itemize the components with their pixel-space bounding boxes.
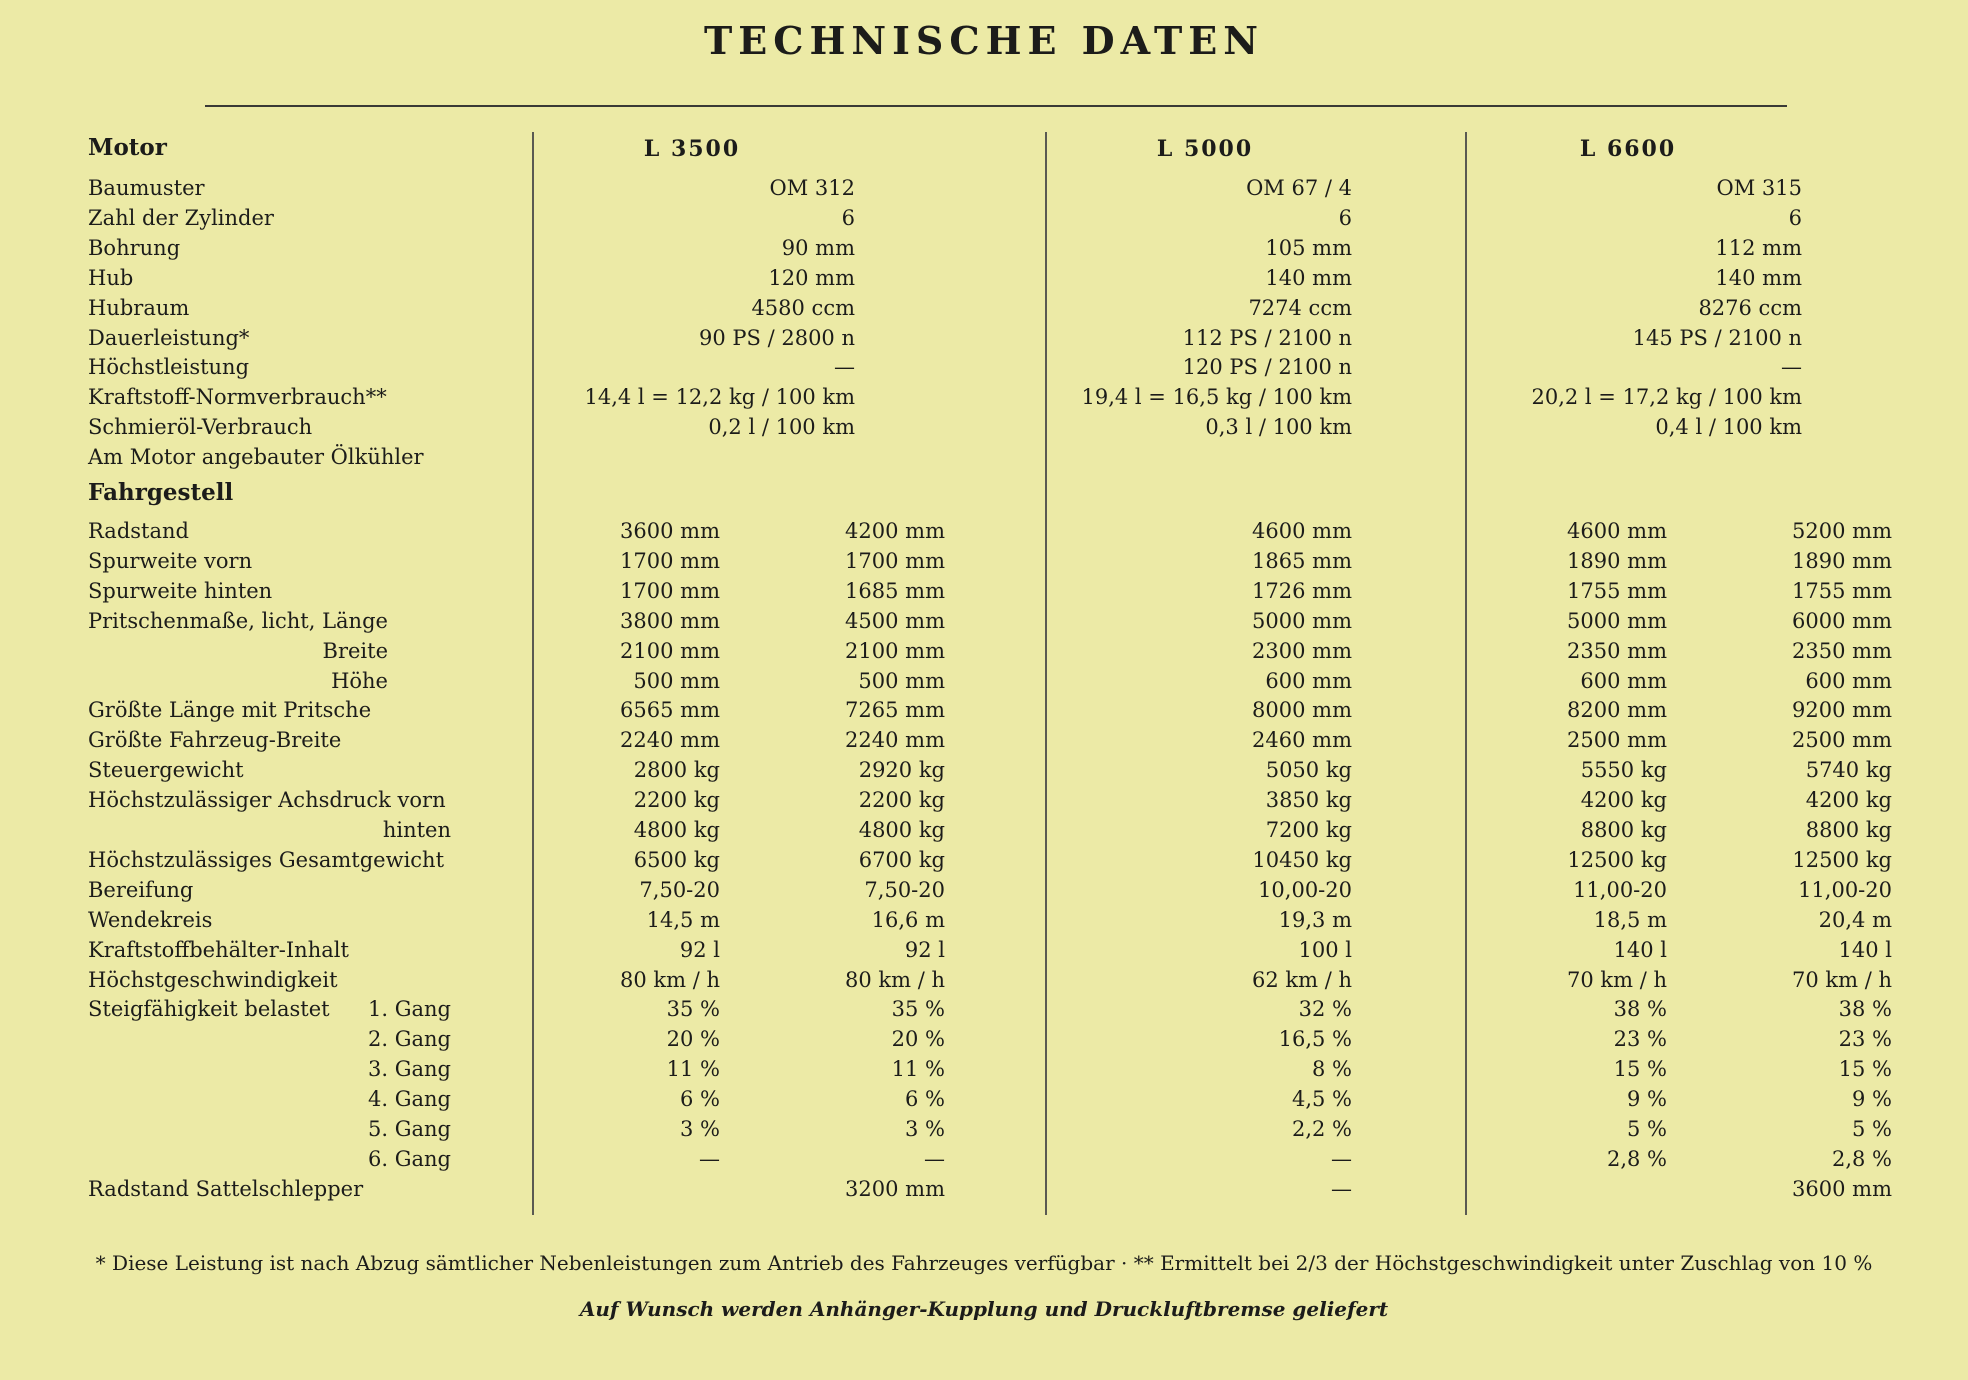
motor-value: OM 312 [769, 176, 855, 200]
chassis-value: 9200 mm [1792, 698, 1892, 723]
chassis-value: 2350 mm [1792, 638, 1892, 663]
chassis-value: 8 % [1312, 1057, 1352, 1082]
chassis-value: 5200 mm [1792, 519, 1892, 543]
chassis-value: 20,4 m [1818, 907, 1892, 932]
motor-value: 0,2 l / 100 km [708, 415, 855, 440]
motor-row-label: Höchstleistung [88, 355, 250, 380]
footnote: * Diese Leistung ist nach Abzug sämtlicher Nebenleistungen zum Antrieb des Fahrzeuges verfügbar · ** Ermittelt bei 2/3 der Höchstgeschwindigkeit unter Zuschlag von 10 % [95, 1251, 1873, 1275]
chassis-value: 2100 mm [620, 638, 720, 663]
chassis-value: 7265 mm [845, 698, 945, 723]
motor-row-label: Dauerleistung* [88, 325, 250, 350]
model-header: L 3500 [643, 136, 741, 162]
chassis-value: 20 % [666, 1027, 720, 1052]
chassis-value: 5050 kg [1265, 758, 1352, 783]
chassis-value: 2200 kg [858, 788, 945, 813]
chassis-value: 3850 kg [1265, 788, 1352, 813]
chassis-value: 8000 mm [1252, 698, 1352, 723]
chassis-value: 3200 mm [845, 1176, 945, 1201]
chassis-value: 5740 kg [1805, 758, 1892, 783]
chassis-value: 3600 mm [620, 519, 720, 543]
motor-value: 90 mm [781, 235, 855, 260]
chassis-value: 5 % [1852, 1117, 1892, 1141]
motor-row-label: Baumuster [88, 176, 205, 200]
section-heading-chassis: Fahrgestell [88, 479, 234, 506]
chassis-value: 1700 mm [620, 578, 720, 603]
chassis-row-label: Wendekreis [88, 907, 213, 932]
chassis-value: 4800 kg [858, 818, 945, 842]
chassis-value: 2800 kg [633, 758, 720, 783]
motor-value: 120 mm [768, 265, 855, 290]
chassis-row-label: Höchstgeschwindigkeit [88, 967, 338, 992]
chassis-value: 4,5 % [1291, 1087, 1352, 1112]
chassis-value: 3 % [680, 1117, 720, 1141]
chassis-value: 15 % [1838, 1057, 1892, 1082]
chassis-value: 2,8 % [1606, 1146, 1667, 1171]
chassis-value: 1700 mm [620, 548, 720, 573]
option-note: Auf Wunsch werden Anhänger-Kupplung und Druckluftbremse geliefert [579, 1297, 1389, 1321]
chassis-value: 1726 mm [1252, 578, 1352, 603]
chassis-value: 4500 mm [845, 608, 945, 633]
chassis-value: 11,00-20 [1573, 877, 1667, 902]
chassis-value: 16,6 m [871, 907, 945, 932]
chassis-value: 38 % [1613, 997, 1667, 1022]
chassis-value: 4600 mm [1252, 519, 1352, 543]
chassis-value: 6500 kg [633, 847, 720, 872]
chassis-value: 1755 mm [1792, 578, 1892, 603]
chassis-value: 80 km / h [620, 967, 720, 992]
motor-value: OM 67 / 4 [1246, 176, 1352, 200]
motor-row-label: Bohrung [88, 235, 181, 260]
chassis-value: — [924, 1146, 945, 1171]
chassis-value: 23 % [1613, 1027, 1667, 1052]
chassis-value: 500 mm [633, 668, 720, 693]
motor-row-label: Kraftstoff-Normverbrauch** [88, 385, 387, 410]
chassis-value: — [1331, 1176, 1352, 1201]
chassis-value: 1685 mm [845, 578, 945, 603]
chassis-row-label: Bereifung [88, 877, 194, 902]
motor-row-label: Schmieröl-Verbrauch [88, 415, 313, 440]
section-heading-motor: Motor [88, 134, 167, 161]
chassis-row-label: Pritschenmaße, licht, Länge [88, 608, 388, 633]
chassis-value: 140 l [1838, 937, 1892, 962]
chassis-row-label: Steuergewicht [88, 758, 244, 783]
chassis-value: 7,50-20 [639, 877, 720, 902]
gear-label: 1. Gang [368, 997, 451, 1022]
chassis-value: 11,00-20 [1798, 877, 1892, 902]
motor-value: 7274 ccm [1248, 295, 1352, 320]
chassis-value: 12500 kg [1567, 847, 1667, 872]
chassis-value: 1755 mm [1567, 578, 1667, 603]
motor-value: 140 mm [1265, 265, 1352, 290]
chassis-value: 9 % [1627, 1087, 1667, 1112]
motor-row-label: Am Motor angebauter Ölkühler [88, 445, 424, 470]
chassis-row-label: Radstand [88, 519, 189, 543]
chassis-value: 2240 mm [845, 728, 945, 753]
chassis-value: 70 km / h [1792, 967, 1892, 992]
motor-value: 90 PS / 2800 n [699, 325, 855, 350]
chassis-row-label: Höchstzulässiges Gesamtgewicht [88, 847, 445, 872]
chassis-value: 4800 kg [633, 818, 720, 842]
chassis-row-label: Spurweite vorn [88, 548, 253, 573]
motor-value: 20,2 l = 17,2 kg / 100 km [1531, 385, 1802, 410]
motor-value: 6 [1788, 205, 1802, 230]
chassis-value: 600 mm [1805, 668, 1892, 693]
chassis-value: 2,8 % [1831, 1146, 1892, 1171]
chassis-value: 3 % [905, 1117, 945, 1141]
chassis-value: 80 km / h [845, 967, 945, 992]
chassis-value: 2500 mm [1567, 728, 1667, 753]
chassis-value: 2200 kg [633, 788, 720, 813]
motor-value: — [834, 355, 855, 380]
chassis-value: 6 % [905, 1087, 945, 1112]
chassis-value: 2350 mm [1567, 638, 1667, 663]
motor-row-label: Hubraum [88, 295, 190, 320]
chassis-value: 3600 mm [1792, 1176, 1892, 1201]
chassis-value: — [699, 1146, 720, 1171]
chassis-value: 70 km / h [1567, 967, 1667, 992]
chassis-value: 2300 mm [1252, 638, 1352, 663]
chassis-value: 10450 kg [1252, 847, 1352, 872]
motor-value: 8276 ccm [1698, 295, 1802, 320]
motor-value: 19,4 l = 16,5 kg / 100 km [1081, 385, 1352, 410]
chassis-value: 11 % [666, 1057, 720, 1082]
chassis-value: 6700 kg [858, 847, 945, 872]
chassis-value: 5 % [1627, 1117, 1667, 1141]
motor-value: — [1781, 355, 1802, 380]
motor-row-label: Hub [88, 265, 134, 290]
motor-value: 120 PS / 2100 n [1182, 355, 1352, 380]
motor-value: 0,3 l / 100 km [1205, 415, 1352, 440]
chassis-value: 7,50-20 [864, 877, 945, 902]
motor-value: OM 315 [1716, 176, 1802, 200]
chassis-value: 92 l [679, 937, 720, 962]
chassis-value: 6565 mm [620, 698, 720, 723]
chassis-value: 12500 kg [1792, 847, 1892, 872]
chassis-value: 1890 mm [1792, 548, 1892, 573]
chassis-value: 8200 mm [1567, 698, 1667, 723]
motor-value: 6 [1338, 205, 1352, 230]
chassis-value: 14,5 m [646, 907, 720, 932]
motor-value: 112 PS / 2100 n [1182, 325, 1352, 350]
motor-value: 105 mm [1265, 235, 1352, 260]
motor-value: 140 mm [1715, 265, 1802, 290]
chassis-value: 600 mm [1580, 668, 1667, 693]
chassis-value: 1700 mm [845, 548, 945, 573]
motor-value: 0,4 l / 100 km [1655, 415, 1802, 440]
chassis-row-label: Kraftstoffbehälter-Inhalt [88, 937, 349, 962]
gear-label: 4. Gang [368, 1087, 451, 1112]
chassis-row-label: Größte Fahrzeug-Breite [88, 728, 342, 753]
chassis-row-label: Spurweite hinten [88, 578, 273, 603]
chassis-value: 7200 kg [1265, 818, 1352, 842]
chassis-value: 38 % [1838, 997, 1892, 1022]
chassis-value: 140 l [1613, 937, 1667, 962]
motor-value: 4580 ccm [751, 295, 855, 320]
chassis-value: 18,5 m [1593, 907, 1667, 932]
chassis-value: 8800 kg [1580, 818, 1667, 842]
gear-label: 3. Gang [368, 1057, 451, 1082]
chassis-value: 6 % [680, 1087, 720, 1112]
chassis-value: 5000 mm [1252, 608, 1352, 633]
chassis-value: 2460 mm [1252, 728, 1352, 753]
chassis-value: 11 % [891, 1057, 945, 1082]
chassis-value: 600 mm [1265, 668, 1352, 693]
motor-row-label: Zahl der Zylinder [88, 205, 274, 230]
chassis-row-label: hinten [382, 818, 451, 842]
motor-value: 14,4 l = 12,2 kg / 100 km [584, 385, 855, 410]
chassis-value: 2500 mm [1792, 728, 1892, 753]
chassis-value: 92 l [904, 937, 945, 962]
gear-label: 5. Gang [368, 1117, 451, 1141]
chassis-value: 2920 kg [858, 758, 945, 783]
chassis-value: 4200 kg [1805, 788, 1892, 813]
chassis-value: 35 % [891, 997, 945, 1022]
chassis-value: 3800 mm [620, 608, 720, 633]
title-rule [205, 105, 1787, 107]
chassis-value: 100 l [1298, 937, 1352, 962]
chassis-value: 9 % [1852, 1087, 1892, 1112]
chassis-value: 2100 mm [845, 638, 945, 663]
chassis-row-label: Radstand Sattelschlepper [88, 1176, 364, 1201]
chassis-value: 4200 kg [1580, 788, 1667, 813]
chassis-value: 6000 mm [1792, 608, 1892, 633]
chassis-value: 19,3 m [1278, 907, 1352, 932]
chassis-value: 20 % [891, 1027, 945, 1052]
model-header: L 5000 [1156, 136, 1254, 162]
chassis-value: 5000 mm [1567, 608, 1667, 633]
chassis-value: 62 km / h [1252, 967, 1352, 992]
chassis-value: — [1331, 1146, 1352, 1171]
chassis-row-label: Breite [322, 638, 388, 663]
chassis-value: 2,2 % [1291, 1117, 1352, 1141]
chassis-value: 15 % [1613, 1057, 1667, 1082]
chassis-row-label: Höhe [331, 668, 388, 693]
motor-value: 6 [841, 205, 855, 230]
model-header: L 6600 [1579, 136, 1677, 162]
chassis-row-label: Höchstzulässiger Achsdruck vorn [88, 788, 446, 813]
chassis-value: 8800 kg [1805, 818, 1892, 842]
motor-value: 112 mm [1715, 235, 1802, 260]
chassis-value: 2240 mm [620, 728, 720, 753]
chassis-value: 32 % [1298, 997, 1352, 1022]
chassis-value: 1890 mm [1567, 548, 1667, 573]
chassis-row-label: Steigfähigkeit belastet [88, 997, 330, 1022]
chassis-value: 23 % [1838, 1027, 1892, 1052]
chassis-value: 500 mm [858, 668, 945, 693]
gear-label: 2. Gang [368, 1027, 451, 1052]
gear-label: 6. Gang [368, 1146, 451, 1171]
motor-value: 145 PS / 2100 n [1632, 325, 1802, 350]
chassis-value: 16,5 % [1278, 1027, 1352, 1052]
chassis-value: 35 % [666, 997, 720, 1022]
chassis-value: 1865 mm [1252, 548, 1352, 573]
chassis-value: 4600 mm [1567, 519, 1667, 543]
chassis-value: 4200 mm [845, 519, 945, 543]
chassis-row-label: Größte Länge mit Pritsche [88, 698, 372, 723]
page-title: TECHNISCHE DATEN [703, 18, 1264, 63]
chassis-value: 5550 kg [1580, 758, 1667, 783]
chassis-value: 10,00-20 [1258, 877, 1352, 902]
